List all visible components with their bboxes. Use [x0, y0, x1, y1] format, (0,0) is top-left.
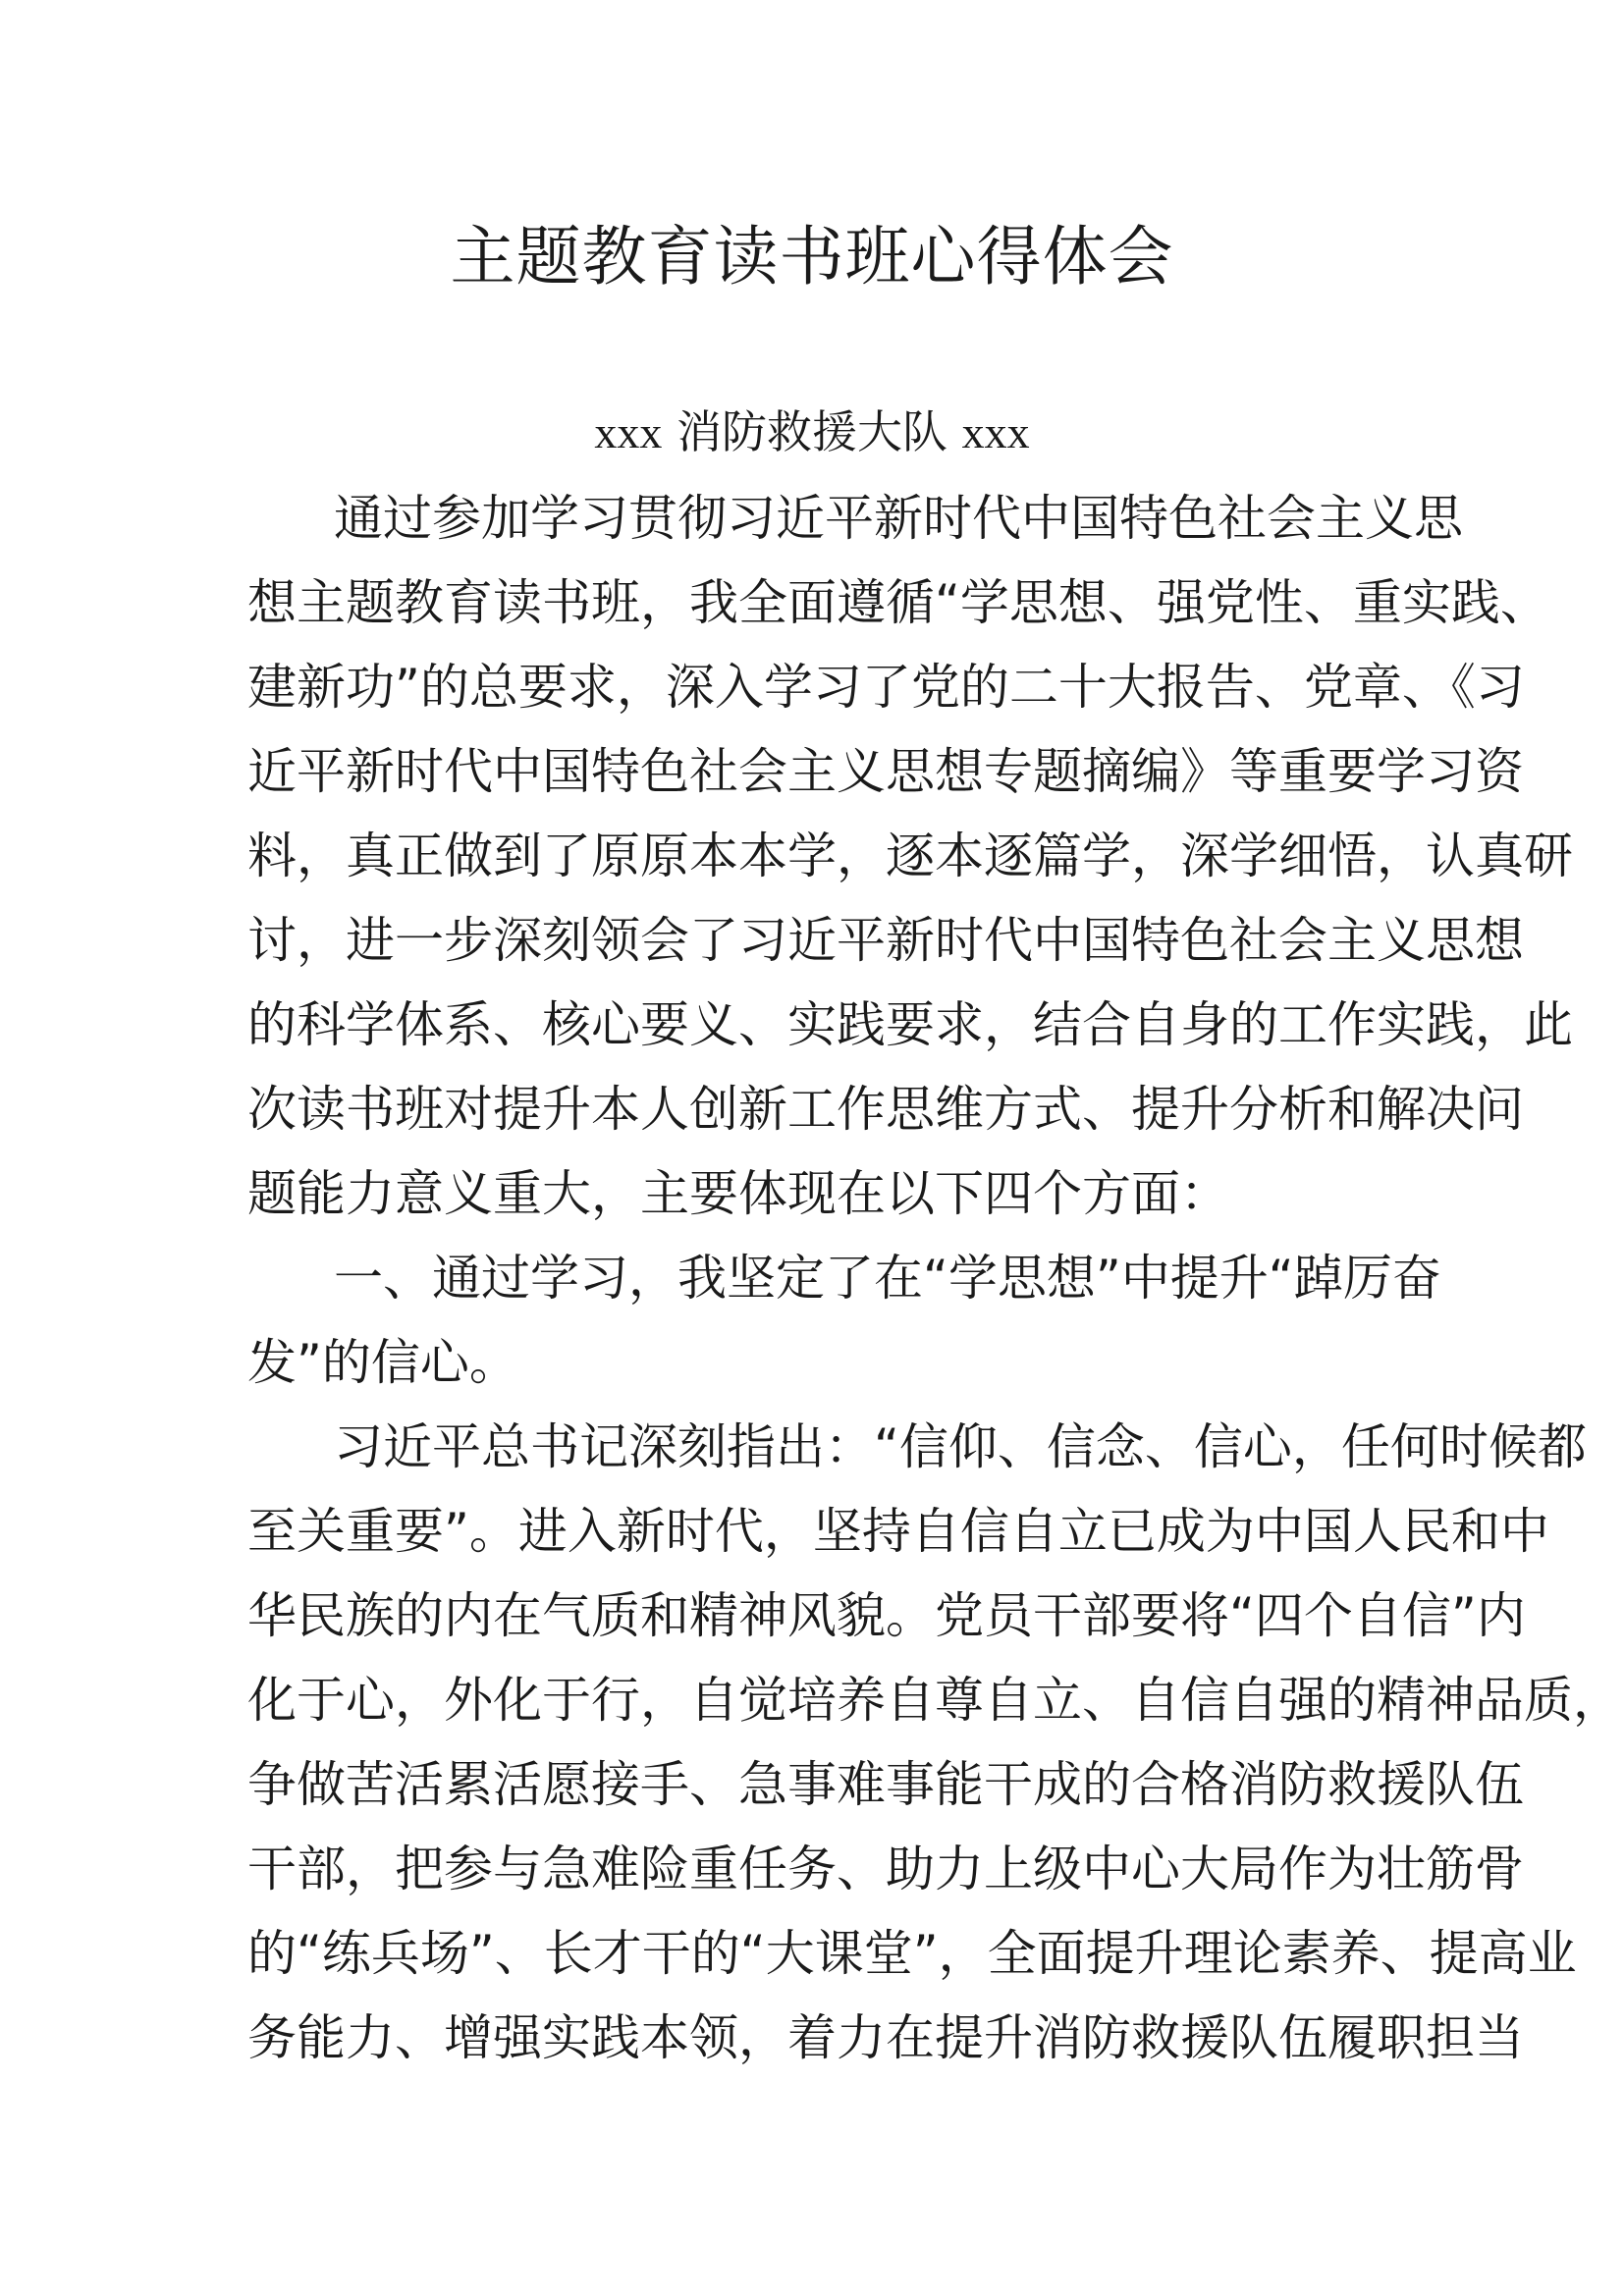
paragraph-line: 华民族的内在气质和精神风貌。党员干部要将“四个自信”内: [247, 1587, 1526, 1644]
paragraph-line: 务能力、增强实践本领，着力在提升消防救援队伍履职担当: [247, 2009, 1524, 2066]
paragraph-line: 化于心，外化于行，自觉培养自尊自立、自信自强的精神品质，: [247, 1672, 1622, 1729]
paragraph-line: 料，真正做到了原原本本学，逐本逐篇学，深学细悟，认真研: [247, 828, 1573, 884]
paragraph: [247, 1249, 1441, 1417]
paragraph-line: 题能力意义重大，主要体现在以下四个方面：: [247, 1165, 1229, 1222]
paragraph: [247, 489, 1573, 1249]
document-body: [247, 489, 1622, 2093]
paragraph-line: 建新功”的总要求，深入学习了党的二十大报告、党章、《习: [247, 659, 1525, 716]
document-subtitle: [0, 404, 1624, 460]
paragraph-line: 的科学体系、核心要义、实践要求，结合自身的工作实践，此: [247, 996, 1573, 1053]
paragraph-line: 的“练兵场”、长才干的“大课堂”，全面提升理论素养、提高业: [247, 1925, 1577, 1982]
author-prefix: xxx: [594, 407, 663, 457]
paragraph-line: 干部，把参与急难险重任务、助力上级中心大局作为壮筋骨: [247, 1841, 1524, 1897]
author-organization: 消防救援大队: [677, 405, 947, 458]
paragraph-line: 一、通过学习，我坚定了在“学思想”中提升“踔厉奋: [334, 1250, 1441, 1307]
paragraph-line: 至关重要”。进入新时代，坚持自信自立已成为中国人民和中: [247, 1503, 1549, 1560]
paragraph-line: 想主题教育读书班，我全面遵循“学思想、强党性、重实践、: [247, 574, 1549, 631]
paragraph-line: 发”的信心。: [247, 1334, 518, 1391]
author-suffix: xxx: [961, 407, 1030, 457]
paragraph-line: 讨，进一步深刻领会了习近平新时代中国特色社会主义思想: [247, 912, 1524, 969]
paragraph-line: 次读书班对提升本人创新工作思维方式、提升分析和解决问: [247, 1081, 1524, 1138]
paragraph-line: 近平新时代中国特色社会主义思想专题摘编》等重要学习资: [247, 743, 1524, 800]
paragraph-line: 争做苦活累活愿接手、急事难事能干成的合格消防救援队伍: [247, 1756, 1524, 1813]
paragraph-line: 习近平总书记深刻指出：“信仰、信念、信心，任何时候都: [334, 1418, 1587, 1475]
paragraph-line: 通过参加学习贯彻习近平新时代中国特色社会主义思: [334, 490, 1463, 547]
document-title: 主题教育读书班心得体会: [450, 219, 1174, 294]
paragraph: [247, 1417, 1622, 2093]
